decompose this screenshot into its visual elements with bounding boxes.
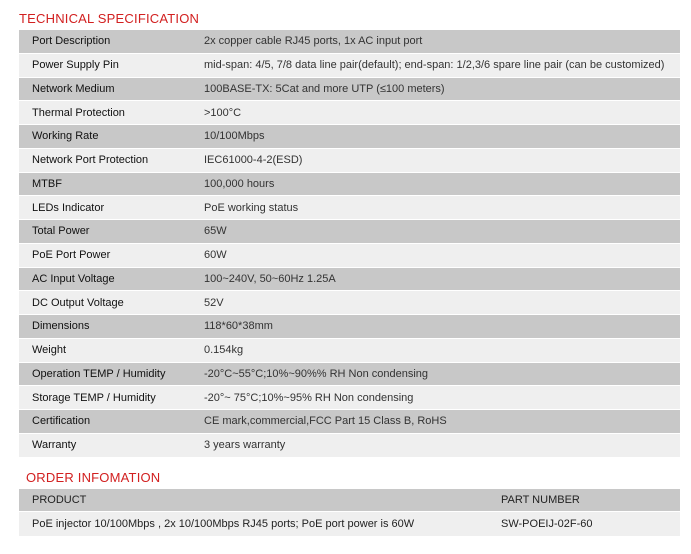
spec-label: Dimensions [19, 315, 191, 339]
spec-value: 65W [191, 220, 680, 244]
spec-row-dc-output-voltage [19, 291, 680, 315]
spec-label: Total Power [19, 220, 191, 244]
spec-label: Network Medium [19, 77, 191, 101]
spec-value: 0.154kg [191, 338, 680, 362]
spec-value: -20°~ 75°C;10%~95% RH Non condensing [191, 386, 680, 410]
product-column-header: PRODUCT [32, 494, 87, 506]
spec-row-poe-port-power [19, 243, 680, 267]
spec-row-weight [19, 338, 680, 362]
spec-value: 100,000 hours [191, 172, 680, 196]
spec-value: 118*60*38mm [191, 315, 680, 339]
spec-row-leds-indicator [19, 196, 680, 220]
spec-label: Working Rate [19, 125, 191, 149]
spec-row-total-power [19, 220, 680, 244]
spec-label: Storage TEMP / Humidity [19, 386, 191, 410]
spec-row-working-rate [19, 125, 680, 149]
spec-value: 52V [191, 291, 680, 315]
spec-value: 10/100Mbps [191, 125, 680, 149]
product-description: PoE injector 10/100Mbps , 2x 10/100Mbps RJ45 ports; PoE port power is 60W [32, 518, 415, 530]
spec-label: PoE Port Power [19, 243, 191, 267]
spec-row-network-medium [19, 77, 680, 101]
spec-row-operation-temp-humidity [19, 362, 680, 386]
order-section-title: ORDER INFOMATION [26, 470, 161, 485]
spec-value: 3 years warranty [191, 433, 680, 456]
order-table-header [19, 489, 680, 511]
spec-value: PoE working status [191, 196, 680, 220]
spec-table [19, 30, 680, 457]
spec-value: IEC61000-4-2(ESD) [191, 148, 680, 172]
spec-label: Thermal Protection [19, 101, 191, 125]
spec-label: Warranty [19, 433, 191, 456]
spec-value: mid-span: 4/5, 7/8 data line pair(default); end-span: 1/2,3/6 spare line pair (can be customized) [191, 53, 680, 77]
spec-label: AC Input Voltage [19, 267, 191, 291]
spec-label: MTBF [19, 172, 191, 196]
spec-value: 100BASE-TX: 5Cat and more UTP (≤100 meters) [191, 77, 680, 101]
spec-label: Weight [19, 338, 191, 362]
spec-value: 60W [191, 243, 680, 267]
spec-label: Network Port Protection [19, 148, 191, 172]
spec-row-thermal-protection [19, 101, 680, 125]
spec-label: Certification [19, 410, 191, 434]
spec-value: 2x copper cable RJ45 ports, 1x AC input port [191, 30, 680, 53]
part-number-value: SW-POEIJ-02F-60 [501, 518, 593, 530]
spec-row-mtbf [19, 172, 680, 196]
spec-section-title: TECHNICAL SPECIFICATION [19, 11, 200, 26]
spec-row-certification [19, 410, 680, 434]
spec-row-power-supply-pin [19, 53, 680, 77]
spec-label: Power Supply Pin [19, 53, 191, 77]
spec-row-storage-temp-humidity [19, 386, 680, 410]
spec-label: DC Output Voltage [19, 291, 191, 315]
spec-value: CE mark,commercial,FCC Part 15 Class B, RoHS [191, 410, 680, 434]
spec-label: Operation TEMP / Humidity [19, 362, 191, 386]
order-table-row [19, 512, 680, 536]
spec-row-warranty [19, 433, 680, 456]
spec-value: -20°C~55°C;10%~90%% RH Non condensing [191, 362, 680, 386]
spec-row-network-port-protection [19, 148, 680, 172]
spec-label: LEDs Indicator [19, 196, 191, 220]
spec-value: 100~240V, 50~60Hz 1.25A [191, 267, 680, 291]
spec-value: >100°C [191, 101, 680, 125]
part-number-column-header: PART NUMBER [501, 494, 580, 506]
spec-row-port-description [19, 30, 680, 53]
spec-label: Port Description [19, 30, 191, 53]
spec-row-ac-input-voltage [19, 267, 680, 291]
spec-row-dimensions [19, 315, 680, 339]
